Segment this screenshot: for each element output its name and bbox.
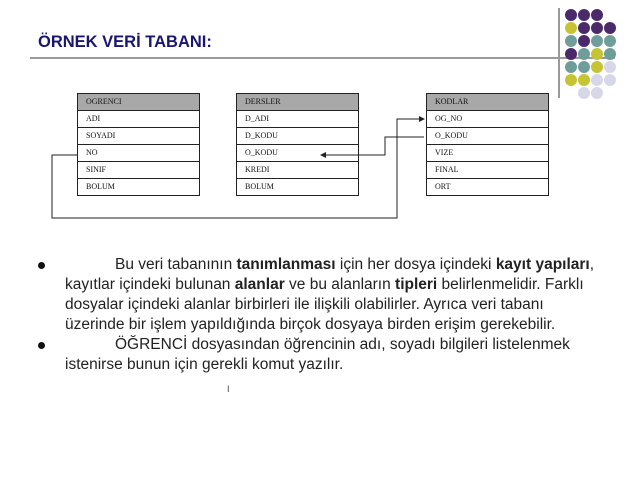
field-ort: ORT bbox=[427, 179, 548, 196]
text: , kayıtlar içindeki bulunan bbox=[65, 256, 595, 293]
field-d-adi: D_ADI bbox=[237, 111, 358, 128]
decor-dot bbox=[591, 61, 603, 73]
decor-dot bbox=[604, 22, 616, 34]
decor-dot bbox=[578, 48, 590, 60]
field-no: NO bbox=[78, 145, 199, 162]
table-kodlar bbox=[426, 93, 549, 196]
bullet-item-2 bbox=[38, 335, 598, 375]
text-bold: kayıt yapıları bbox=[495, 256, 590, 273]
field-adi: ADI bbox=[78, 111, 199, 128]
text: Bu veri tabanının bbox=[115, 256, 237, 273]
decor-dot bbox=[565, 22, 577, 34]
decor-dot bbox=[604, 61, 616, 73]
decor-dot bbox=[591, 22, 603, 34]
table-ogrenci bbox=[77, 93, 200, 196]
decor-dot bbox=[565, 9, 577, 21]
decor-dot bbox=[591, 9, 603, 21]
bullet-list bbox=[38, 255, 598, 375]
table-kodlar-header: KODLAR bbox=[427, 94, 548, 111]
decor-dot bbox=[604, 48, 616, 60]
slide-title: ÖRNEK VERİ TABANI: bbox=[38, 33, 212, 51]
decor-dot bbox=[591, 35, 603, 47]
text-bold: alanlar bbox=[234, 276, 285, 293]
decor-dot bbox=[578, 74, 590, 86]
decor-dot bbox=[604, 74, 616, 86]
field-sinif: SINIF bbox=[78, 162, 199, 179]
text: için her dosya içindeki bbox=[335, 256, 496, 273]
decor-dot bbox=[604, 35, 616, 47]
text-bold: tanımlanması bbox=[236, 256, 336, 273]
decor-dot bbox=[565, 61, 577, 73]
bullet-item-1 bbox=[38, 255, 598, 335]
decor-dot bbox=[578, 9, 590, 21]
text-bold: tipleri bbox=[395, 276, 438, 293]
field-vize: VIZE bbox=[427, 145, 548, 162]
table-dersler-header: DERSLER bbox=[237, 94, 358, 111]
decor-dot bbox=[578, 87, 590, 99]
field-soyadi: SOYADI bbox=[78, 128, 199, 145]
decor-horizontal-line bbox=[30, 57, 615, 59]
table-ogrenci-header: OGRENCI bbox=[78, 94, 199, 111]
decor-dot bbox=[578, 22, 590, 34]
text: ÖĞRENCİ dosyasından öğrencinin adı, soyadı bilgileri listelenmek istenirse bunun için gerekli komut yazılır. bbox=[65, 336, 570, 373]
text: ve bu alanların bbox=[284, 276, 396, 293]
field-o-kodu: O_KODU bbox=[427, 128, 548, 145]
decor-dot bbox=[578, 61, 590, 73]
decor-dot bbox=[565, 74, 577, 86]
field-bolum: BOLUM bbox=[78, 179, 199, 196]
decor-dot bbox=[591, 48, 603, 60]
table-dersler bbox=[236, 93, 359, 196]
decor-dot bbox=[565, 48, 577, 60]
field-o-kodu: O_KODU bbox=[237, 145, 358, 162]
text-cursor-icon: I bbox=[227, 384, 230, 394]
decor-vertical-line bbox=[558, 8, 560, 98]
bullet-marker bbox=[38, 262, 45, 269]
bullet-marker bbox=[38, 342, 45, 349]
decor-dot bbox=[565, 35, 577, 47]
decor-dot bbox=[591, 74, 603, 86]
field-final: FINAL bbox=[427, 162, 548, 179]
text: belirlenmelidir. Farklı dosyalar içindeki alanlar birbirleri ile ilişkili olabilirler. Ayrıca veri tabanı üzerinde bir işlem yapıldığında birçok dosyaya birden erişim gerekebilir. bbox=[65, 276, 584, 333]
decor-dot bbox=[578, 35, 590, 47]
field-kredi: KREDI bbox=[237, 162, 358, 179]
decor-dot bbox=[591, 87, 603, 99]
field-d-kodu: D_KODU bbox=[237, 128, 358, 145]
field-bolum: BOLUM bbox=[237, 179, 358, 196]
field-og-no: OG_NO bbox=[427, 111, 548, 128]
